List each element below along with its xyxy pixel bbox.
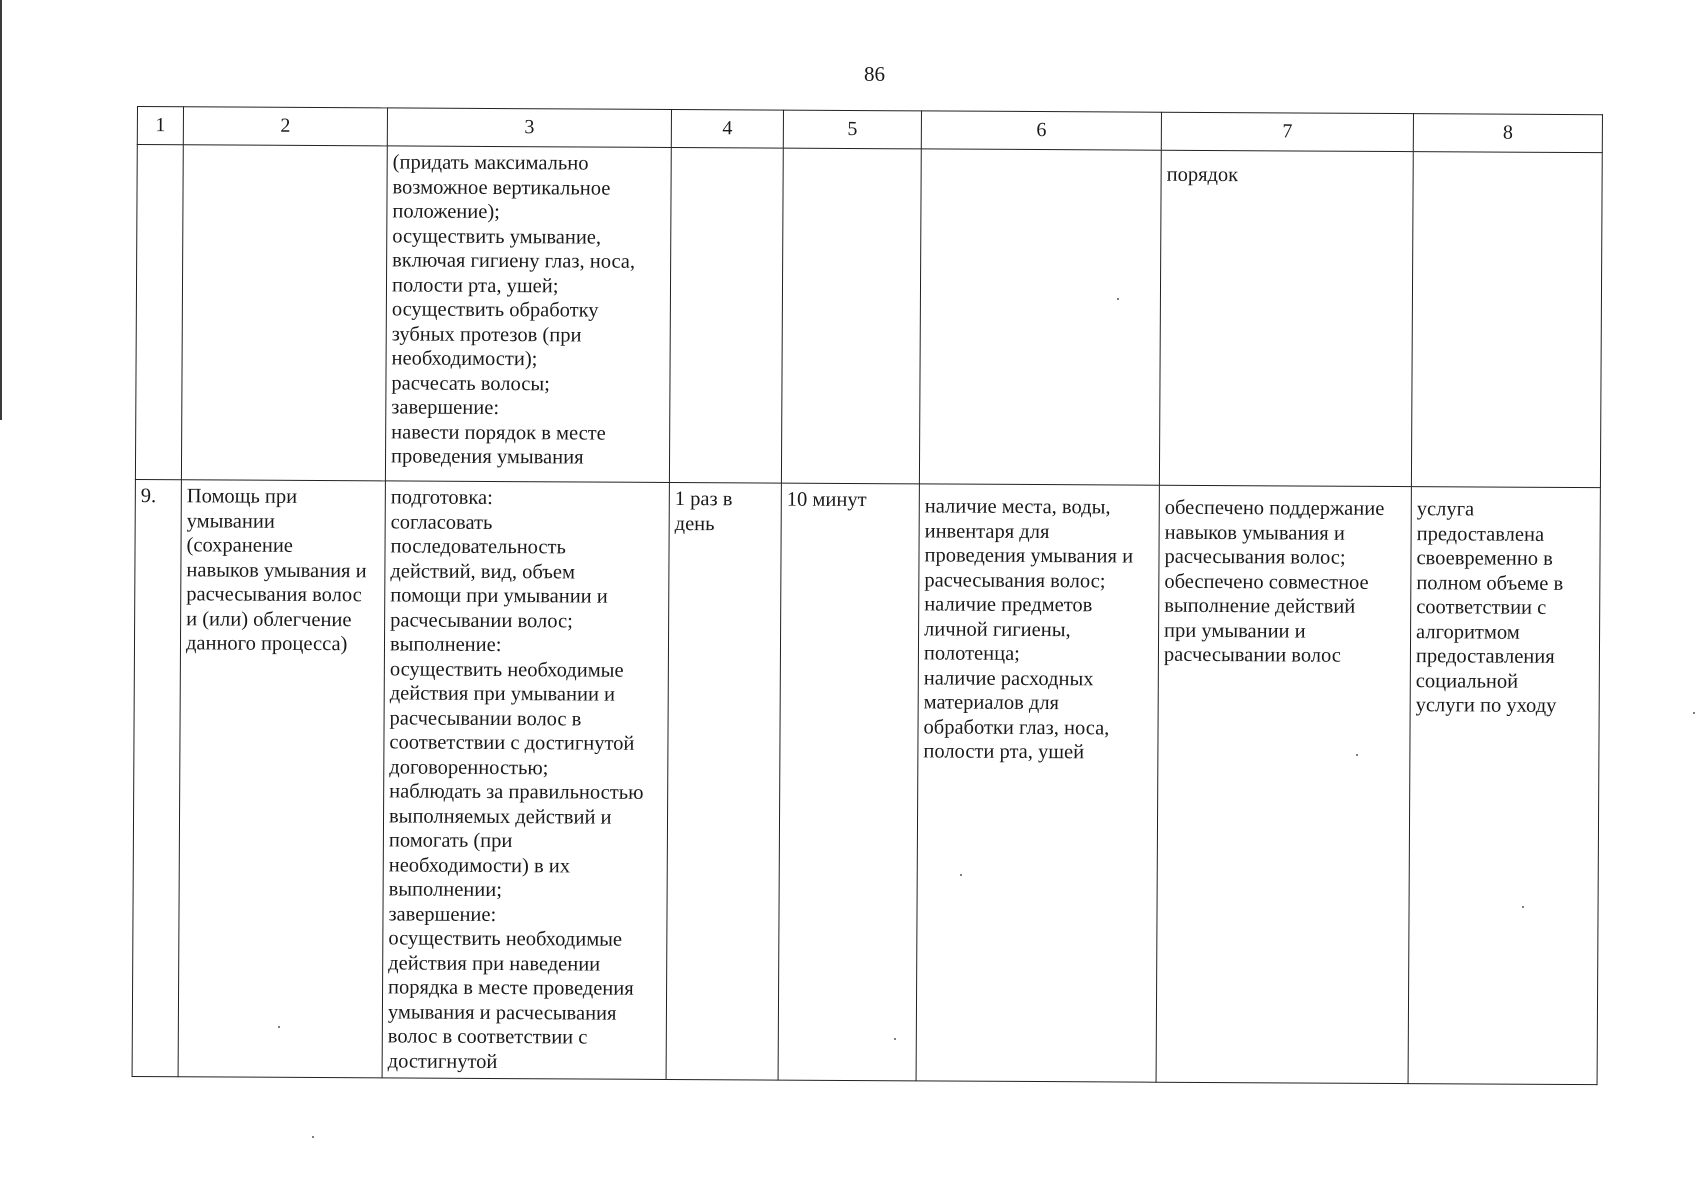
column-header: 3	[387, 108, 671, 148]
table-row	[135, 145, 1602, 488]
scan-speck	[312, 1136, 314, 1138]
scan-speck	[1522, 906, 1524, 908]
column-header: 7	[1161, 112, 1413, 151]
scan-speck	[960, 874, 962, 876]
scan-speck	[1117, 298, 1119, 300]
table-cell	[781, 148, 921, 484]
table-cell	[1411, 152, 1602, 488]
scan-speck	[1693, 712, 1695, 714]
column-header: 1	[137, 107, 183, 145]
table-cell: (придать максимально возможное вертикальное положение); осуществить умывание, включая гигиену глаз, носа, полости рта, ушей; осуществить обработку зубных протезов (при необходимости); расчесать волосы; завершение: навести порядок в месте проведения умывания	[385, 146, 671, 483]
page-number: 86	[864, 62, 885, 86]
duration-cell: 10 минут	[778, 483, 919, 1081]
scan-speck	[1356, 754, 1358, 756]
table-cell	[135, 145, 183, 480]
services-table	[132, 106, 1603, 1085]
service-steps-cell: подготовка: согласовать последовательность действий, вид, объем помощи при умывании и расчесывании волос; выполнение: осуществить необходимые действия при умывании и расчесывании волос в соответствии с достигнутой договоренностью; наблюдать за правильностью выполняемых действий и помогать (при необходимости) в их выполнении; завершение: осуществить необходимые действия при наведении порядка в месте проведения умывания и расчесывания волос в соответствии с достигнутой	[382, 481, 669, 1080]
service-name-cell: Помощь при умывании (сохранение навыков умывания и расчесывания волос и (или) облегчение данного процесса)	[178, 480, 385, 1078]
column-header: 4	[671, 109, 783, 148]
column-header: 6	[921, 111, 1161, 150]
table-row	[132, 479, 1600, 1084]
quality-cell: услуга предоставлена своевременно в полном объеме в соответствии с алгоритмом предоставления социальной услуги по уходу	[1408, 487, 1600, 1085]
column-header: 5	[783, 110, 921, 149]
row-number-cell: 9.	[132, 479, 181, 1076]
column-header: 8	[1413, 114, 1602, 153]
table-cell: порядок	[1159, 150, 1413, 486]
column-header: 2	[183, 107, 387, 146]
conditions-cell: наличие места, воды, инвентаря для проведения умывания и расчесывания волос; наличие предметов личной гигиены, полотенца; наличие расходных материалов для обработки глаз, носа, полости рта, ушей	[916, 484, 1159, 1082]
results-cell: обеспечено поддержание навыков умывания и расчесывания волос; обеспечено совместное выполнение действий при умывании и расчесывании волос	[1156, 485, 1411, 1083]
table-cell	[919, 149, 1161, 485]
table-cell	[181, 145, 387, 481]
document-sheet	[132, 106, 1602, 1085]
scan-speck	[278, 1026, 280, 1028]
frequency-cell: 1 раз в день	[666, 482, 781, 1080]
scan-speck	[894, 1038, 896, 1040]
table-cell	[669, 147, 783, 483]
